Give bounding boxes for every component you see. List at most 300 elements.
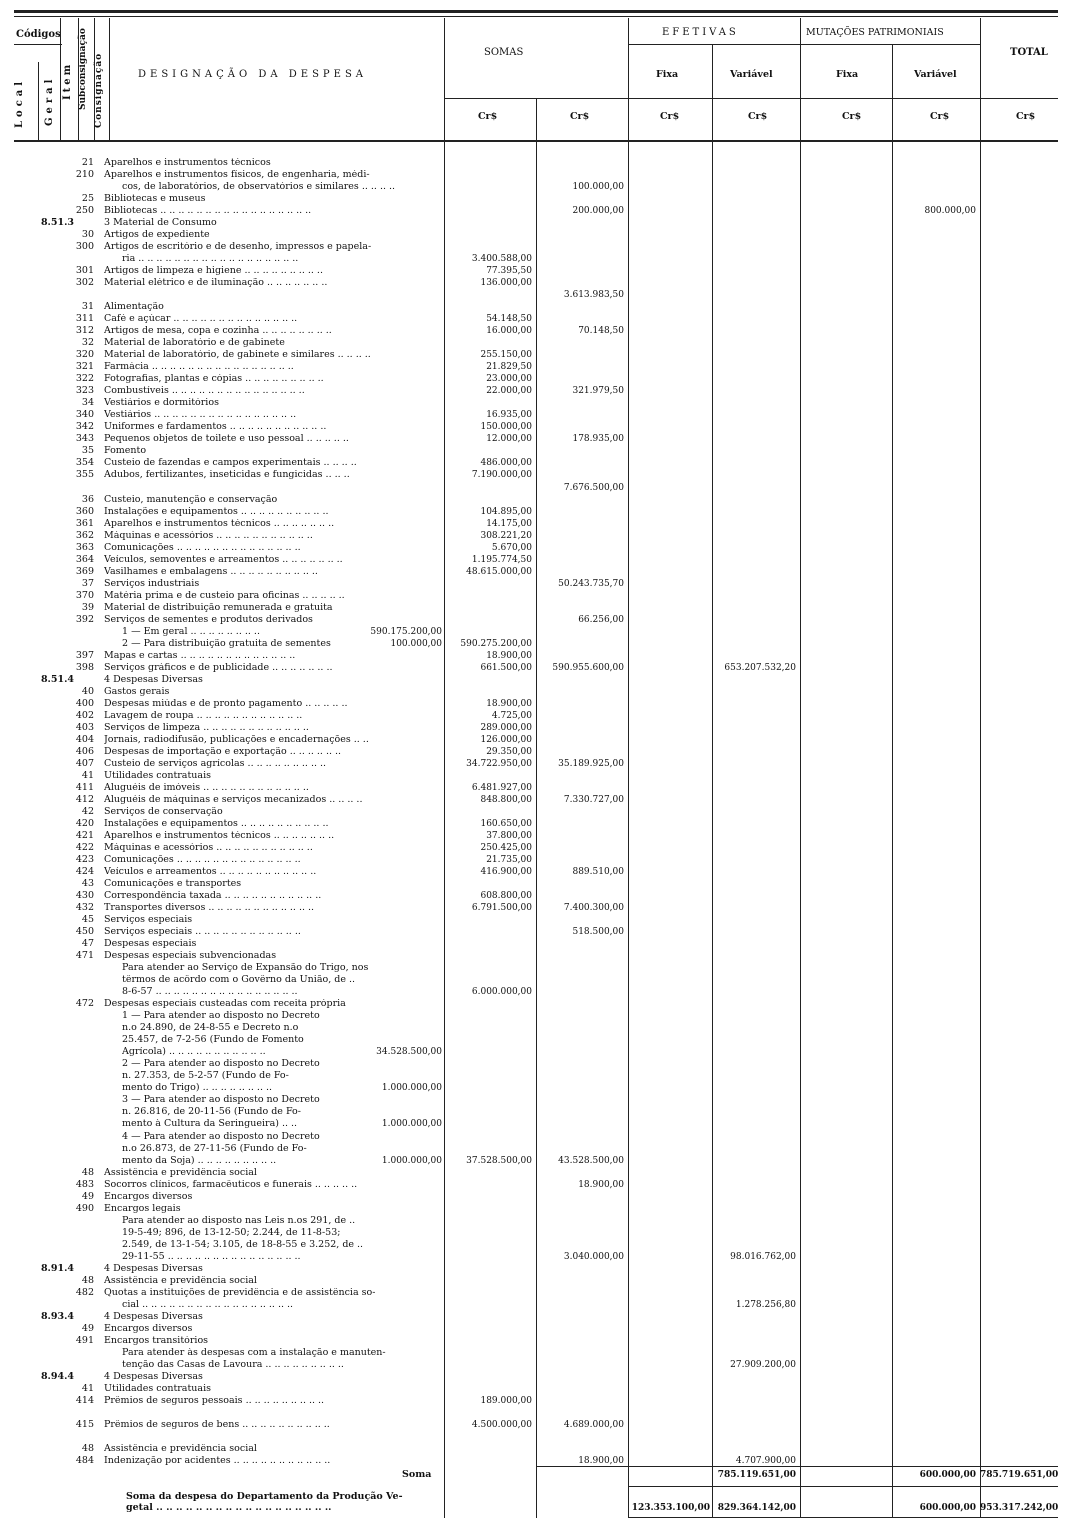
row-description: Utilidades contratuais [104,1384,211,1394]
row-code: 42 [81,806,94,817]
col-divider-4 [94,18,95,140]
row-code: 482 [75,1287,94,1298]
row-value-s1: 189.000,00 [480,1396,532,1406]
row-value-inner: 1.000.000,00 [381,1156,442,1166]
row-code: 36 [81,494,94,505]
row-value-s2: 18.900,00 [578,1456,624,1466]
soma-total: 785.719.651,00 [980,1470,1059,1480]
row-value-s1: 48.615.000,00 [466,567,532,577]
row-description: Para atender às despesas com a instalação e manuten- [122,1348,386,1358]
currency-somas-2: Cr$ [570,111,590,122]
row-code: 424 [75,866,94,877]
row-code: 355 [75,469,94,480]
row-value-s1: 289.000,00 [480,723,532,733]
row-value-s1: 136.000,00 [480,278,532,288]
row-code: 484 [75,1455,94,1466]
final-label-1: Soma da despesa do Departamento da Produção Ve- [126,1491,403,1502]
codigos-label: Códigos [16,29,61,40]
row-value-inner: 100.000,00 [390,639,442,649]
row-code: 45 [81,914,94,925]
row-value-s1: 6.791.500,00 [471,903,532,913]
row-value-inner: 1.000.000,00 [381,1119,442,1129]
row-description: Bibliotecas e museus [104,194,206,204]
row-description: Custeio de fazendas e campos experimentais .. .. .. .. [104,458,357,468]
header-rule-codigos [14,44,62,45]
row-value-s2: 7.676.500,00 [563,483,624,493]
row-code: 472 [75,998,94,1009]
row-description: Matéria prima e de custeio para oficinas .. .. .. .. .. [104,591,345,601]
row-code: 31 [81,301,94,312]
row-description: Alimentação [104,302,164,312]
header-rule-groups [628,44,980,45]
row-code: 8.93.4 [40,1311,74,1322]
row-description: 3 Material de Consumo [104,218,217,228]
soma-efetiva-variavel: 785.119.651,00 [717,1470,796,1480]
row-description: Material de laboratório e de gabinete [104,338,285,348]
row-value-s1: 4.500.000,00 [471,1420,532,1430]
row-value-ev: 27.909.200,00 [730,1360,796,1370]
final-mutacao-variavel: 600.000,00 [919,1503,976,1513]
row-value-s1: 77.395,50 [486,266,532,276]
row-code: 403 [75,722,94,733]
row-code: 8.51.4 [40,674,74,685]
row-value-s1: 16.935,00 [486,410,532,420]
row-description: Máquinas e acessórios .. .. .. .. .. .. .. .. .. .. .. [104,531,313,541]
row-value-s1: 608.800,00 [480,891,532,901]
row-description: Artigos de expediente [104,230,210,240]
row-value-s2: 178.935,00 [572,434,624,444]
row-code: 8.91.4 [40,1263,74,1274]
row-description: Aparelhos e instrumentos técnicos .. .. .. .. .. .. .. [104,831,335,841]
row-description: 1 — Em geral .. .. .. .. .. .. .. .. [122,627,260,637]
row-description: Serviços industriais [104,579,200,589]
row-description: Encargos diversos [104,1324,193,1334]
top-rule-2 [14,16,1058,17]
mutacoes-variavel-label: Variável [914,69,957,80]
row-code: 41 [81,1383,94,1394]
row-code: 423 [75,854,94,865]
row-description: Aluguéis de máquinas e serviços mecanizados .. .. .. .. [104,795,363,805]
row-code: 340 [75,409,94,420]
row-description: Adubos, fertilizantes, inseticidas e fungicidas .. .. .. [104,470,350,480]
row-description: Comunicações e transportes [104,879,242,889]
row-description: Vestiários e dormitórios [104,398,219,408]
efetivas-fixa-label: Fixa [656,69,679,80]
col-divider-5 [109,18,110,140]
total-label: TOTAL [1010,47,1048,58]
row-code: 323 [75,385,94,396]
row-value-s1: 6.481.927,00 [471,783,532,793]
row-description: cos, de laboratórios, de observatórios e similares .. .. .. .. [122,182,396,192]
row-description: Despesas especiais custeadas com receita própria [104,999,346,1009]
row-value-s1: 21.829,50 [486,362,532,372]
row-code: 406 [75,746,94,757]
row-value-s1: 5.670,00 [491,543,532,553]
row-code: 360 [75,506,94,517]
row-value-s2: 889.510,00 [572,867,624,877]
final-total: 953.317.242,00 [980,1503,1059,1513]
col-divider-desc [444,18,445,1518]
row-value-s1: 16.000,00 [486,326,532,336]
row-code: 41 [81,770,94,781]
mutacoes-label: MUTAÇÕES PATRIMONIAIS [806,27,944,38]
row-description: 29-11-55 .. .. .. .. .. .. .. .. .. .. .. .. .. .. .. [122,1252,301,1262]
row-description: Pequenos objetos de toilete e uso pessoal .. .. .. .. .. [104,434,349,444]
row-code: 400 [75,698,94,709]
row-description: n.o 26.873, de 27-11-56 (Fundo de Fo- [122,1144,307,1154]
row-value-s2: 70.148,50 [578,326,624,336]
row-description: mento do Trigo) .. .. .. .. .. .. .. .. [122,1083,273,1093]
row-code: 40 [81,686,94,697]
row-code: 342 [75,421,94,432]
row-description: Veículos, semoventes e arreamentos .. .. .. .. .. .. .. [104,555,343,565]
row-value-s2: 321.979,50 [572,386,624,396]
row-description: Máquinas e acessórios .. .. .. .. .. .. .. .. .. .. .. [104,843,313,853]
row-value-s1: 150.000,00 [480,422,532,432]
row-code: 491 [75,1335,94,1346]
row-value-s1: 6.000.000,00 [471,987,532,997]
row-description: n.o 24.890, de 24-8-55 e Decreto n.o [122,1023,299,1033]
row-description: Fomento [104,446,147,456]
row-description: Material de distribuição remunerada e gratuita [104,603,333,613]
row-description: 4 — Para atender ao disposto no Decreto [122,1132,320,1142]
col-divider-ef-fixa [712,44,713,1518]
designacao-label: DESIGNAÇÃO DA DESPESA [138,69,368,80]
row-code: 370 [75,590,94,601]
row-code: 398 [75,662,94,673]
col-divider-mutacoes [800,18,801,1518]
row-value-ev: 653.207.532,20 [724,663,796,673]
row-code: 415 [75,1419,94,1430]
row-value-s1: 37.800,00 [486,831,532,841]
row-code: 369 [75,566,94,577]
row-code: 343 [75,433,94,444]
row-description: Vasilhames e embalagens .. .. .. .. .. .. .. .. .. .. [104,567,318,577]
efetivas-label: EFETIVAS [662,27,739,38]
row-code: 8.94.4 [40,1371,74,1382]
col-divider-efetivas [628,18,629,1518]
row-description: Serviços de conservação [104,807,223,817]
row-code: 301 [75,265,94,276]
row-description: Despesas de importação e exportação .. .. .. .. .. .. [104,747,342,757]
row-description: Para atender ao Serviço de Expansão do Trigo, nos [122,963,369,973]
row-code: 39 [81,602,94,613]
row-description: Material de laboratório, de gabinete e similares .. .. .. .. [104,350,371,360]
row-code: 411 [75,782,94,793]
row-code: 322 [75,373,94,384]
row-value-s1: 416.900,00 [480,867,532,877]
row-value-s2: 200.000,00 [572,206,624,216]
row-description: mento à Cultura da Seringueira) .. .. [122,1119,298,1129]
row-code: 320 [75,349,94,360]
row-code: 364 [75,554,94,565]
row-value-ev: 4.707.900,00 [735,1456,796,1466]
col-divider-total [980,18,981,1518]
row-value-s1: 126.000,00 [480,735,532,745]
somas-label: SOMAS [484,47,524,58]
row-description: 8-6-57 .. .. .. .. .. .. .. .. .. .. .. .. .. .. .. .. [122,987,298,997]
row-code: 407 [75,758,94,769]
row-code: 34 [81,397,94,408]
row-value-s1: 18.900,00 [486,651,532,661]
row-code: 397 [75,650,94,661]
row-description: 4 Despesas Diversas [104,1312,203,1322]
row-code: 402 [75,710,94,721]
row-description: Socorros clínicos, farmacêuticos e funerais .. .. .. .. .. [104,1180,358,1190]
row-value-s1: 255.150,00 [480,350,532,360]
row-code: 35 [81,445,94,456]
row-code: 420 [75,818,94,829]
row-description: Café e açúcar .. .. .. .. .. .. .. .. .. .. .. .. .. .. [104,314,298,324]
row-value-s1: 1.195.774,50 [471,555,532,565]
row-description: Instalações e equipamentos .. .. .. .. .. .. .. .. .. .. [104,819,329,829]
row-description: Assistência e previdência social [104,1168,257,1178]
row-description: Serviços especiais .. .. .. .. .. .. .. .. .. .. .. .. [104,927,301,937]
row-code: 422 [75,842,94,853]
row-code: 361 [75,518,94,529]
row-value-s1: 14.175,00 [486,519,532,529]
row-description: Instalações e equipamentos .. .. .. .. .. .. .. .. .. .. [104,507,329,517]
row-description: Aparelhos e instrumentos físicos, de engenharia, médi- [104,170,370,180]
row-value-s2: 590.955.600,00 [552,663,624,673]
row-description: Comunicações .. .. .. .. .. .. .. .. .. .. .. .. .. .. [104,855,301,865]
col-divider-2 [60,18,61,140]
row-description: 25.457, de 7-2-56 (Fundo de Fomento [122,1035,304,1045]
row-value-s2: 7.400.300,00 [563,903,624,913]
row-description: Artigos de mesa, copa e cozinha .. .. .. .. .. .. .. .. [104,326,332,336]
row-description: Bibliotecas .. .. .. .. .. .. .. .. .. .. .. .. .. .. .. .. .. [104,206,312,216]
row-description: Comunicações .. .. .. .. .. .. .. .. .. .. .. .. .. .. [104,543,301,553]
row-code: 250 [75,205,94,216]
currency-total: Cr$ [1016,111,1036,122]
row-code: 490 [75,1203,94,1214]
row-value-ev: 98.016.762,00 [730,1252,796,1262]
row-value-s1: 18.900,00 [486,699,532,709]
row-description: Artigos de limpeza e higiene .. .. .. .. .. .. .. .. .. [104,266,323,276]
row-value-s2: 4.689.000,00 [563,1420,624,1430]
currency-mutacoes-variavel: Cr$ [930,111,950,122]
soma-label: Soma [402,1469,432,1480]
row-code: 32 [81,337,94,348]
row-code: 48 [81,1443,94,1454]
col-divider-mt-fixa [892,44,893,1518]
row-description: Prêmios de seguros de bens .. .. .. .. .. .. .. .. .. .. [104,1420,330,1430]
top-rule [14,10,1058,13]
row-description: n. 27.353, de 5-2-57 (Fundo de Fo- [122,1071,289,1081]
row-value-s1: 22.000,00 [486,386,532,396]
row-value-s2: 7.330.727,00 [563,795,624,805]
row-code: 210 [75,169,94,180]
row-description: Despesas especiais [104,939,197,949]
final-rule [628,1486,1058,1487]
row-code: 21 [81,157,94,168]
row-code: 432 [75,902,94,913]
row-description: Artigos de escritório e de desenho, impressos e papela- [104,242,372,252]
row-code: 450 [75,926,94,937]
row-value-ev: 1.278.256,80 [735,1300,796,1310]
row-value-inner: 590.175.200,00 [370,627,442,637]
row-value-s1: 590.275.200,00 [460,639,532,649]
col-geral-label: Geral [44,75,55,126]
row-description: Custeio, manutenção e conservação [104,495,278,505]
row-value-s2: 18.900,00 [578,1180,624,1190]
currency-efetivas-fixa: Cr$ [660,111,680,122]
row-description: Aparelhos e instrumentos técnicos [104,158,271,168]
row-code: 312 [75,325,94,336]
col-local-label: Local [14,77,25,128]
row-code: 430 [75,890,94,901]
row-code: 49 [81,1191,94,1202]
row-code: 47 [81,938,94,949]
currency-mutacoes-fixa: Cr$ [842,111,862,122]
row-description: Quotas a instituições de previdência e de assistência so- [104,1288,376,1298]
row-code: 321 [75,361,94,372]
row-description: n. 26.816, de 20-11-56 (Fundo de Fo- [122,1107,301,1117]
row-description: Para atender ao disposto nas Leis n.os 291, de .. [122,1216,356,1226]
row-value-s2: 66.256,00 [578,615,624,625]
row-value-s1: 308.221,20 [480,531,532,541]
row-value-s1: 34.722.950,00 [466,759,532,769]
row-description: 1 — Para atender ao disposto no Decreto [122,1011,320,1021]
col-subconsignacao-label: Subconsignação [78,28,88,110]
soma-mutacao-variavel: 600.000,00 [919,1470,976,1480]
currency-somas-1: Cr$ [478,111,498,122]
row-value-s1: 848.800,00 [480,795,532,805]
final-label-2: getal .. .. .. .. .. .. .. .. .. .. .. .. .. .. .. .. .. .. [126,1502,332,1513]
row-value-s1: 486.000,00 [480,458,532,468]
row-code: 311 [75,313,94,324]
row-description: Combustíveis .. .. .. .. .. .. .. .. .. .. .. .. .. .. .. [104,386,305,396]
row-description: Lavagem de roupa .. .. .. .. .. .. .. .. .. .. .. .. [104,711,303,721]
row-value-s2: 3.613.983,50 [563,290,624,300]
row-description: Vestiários .. .. .. .. .. .. .. .. .. .. .. .. .. .. .. .. [104,410,297,420]
final-efetiva-fixa: 123.353.100,00 [631,1503,710,1513]
row-value-s1: 4.725,00 [491,711,532,721]
row-description: Indenização por acidentes .. .. .. .. .. .. .. .. .. .. .. [104,1456,331,1466]
row-code: 392 [75,614,94,625]
row-value-inner: 34.528.500,00 [376,1047,442,1057]
row-code: 354 [75,457,94,468]
col-consignacao-label: Consignação [94,52,104,128]
row-description: Prêmios de seguros pessoais .. .. .. .. .. .. .. .. .. [104,1396,325,1406]
col-divider-somas [536,98,537,1518]
row-description: Despesas especiais subvencionadas [104,951,277,961]
row-description: Serviços especiais [104,915,193,925]
row-code: 37 [81,578,94,589]
row-description: Despesas miúdas e de pronto pagamento .. .. .. .. .. [104,699,348,709]
row-value-s2: 50.243.735,70 [558,579,624,589]
row-description: Aluguéis de imóveis .. .. .. .. .. .. .. .. .. .. .. .. [104,783,309,793]
row-description: ria .. .. .. .. .. .. .. .. .. .. .. .. .. .. .. .. .. .. [122,254,299,264]
row-description: Farmácia .. .. .. .. .. .. .. .. .. .. .. .. .. .. .. .. [104,362,294,372]
row-code: 30 [81,229,94,240]
row-code: 49 [81,1323,94,1334]
row-code: 8.51.3 [40,217,74,228]
soma-rule [536,1466,1058,1467]
row-description: 2 — Para distribuição gratuita de sementes [122,639,331,649]
row-description: 3 — Para atender ao disposto no Decreto [122,1095,320,1105]
efetivas-variavel-label: Variável [730,69,773,80]
row-description: cial .. .. .. .. .. .. .. .. .. .. .. .. .. .. .. .. .. [122,1300,294,1310]
bottom-rule [628,1517,1058,1518]
row-description: Aparelhos e instrumentos técnicos .. .. .. .. .. .. .. [104,519,335,529]
row-description: Material elétrico e de iluminação .. .. .. .. .. .. .. [104,278,328,288]
row-description: Utilidades contratuais [104,771,211,781]
row-description: Transportes diversos .. .. .. .. .. .. .. .. .. .. .. .. [104,903,315,913]
row-value-s2: 35.189.925,00 [558,759,624,769]
row-value-s1: 104.895,00 [480,507,532,517]
row-code: 404 [75,734,94,745]
row-description: Assistência e previdência social [104,1444,257,1454]
row-value-mv: 800.000,00 [924,206,976,216]
row-value-s2: 43.528.500,00 [558,1156,624,1166]
col-divider-1 [38,62,39,140]
row-value-inner: 1.000.000,00 [381,1083,442,1093]
row-code: 362 [75,530,94,541]
row-description: Serviços de limpeza .. .. .. .. .. .. .. .. .. .. .. .. [104,723,309,733]
row-code: 48 [81,1167,94,1178]
row-code: 412 [75,794,94,805]
col-divider-3 [78,18,79,140]
row-value-s1: 3.400.588,00 [471,254,532,264]
row-description: 4 Despesas Diversas [104,1372,203,1382]
row-description: Encargos transitórios [104,1336,209,1346]
row-description: Serviços gráficos e de publicidade .. .. .. .. .. .. .. [104,663,333,673]
col-item-label: Item [62,61,73,100]
row-description: Fotografias, plantas e cópias .. .. .. .. .. .. .. .. .. [104,374,324,384]
row-description: Jornais, radiodifusão, publicações e encadernações .. .. [104,735,369,745]
row-value-s1: 21.735,00 [486,855,532,865]
row-value-s1: 23.000,00 [486,374,532,384]
row-description: Correspondência taxada .. .. .. .. .. .. .. .. .. .. .. [104,891,322,901]
row-description: Mapas e cartas .. .. .. .. .. .. .. .. .. .. .. .. .. [104,651,296,661]
row-value-s2: 518.500,00 [572,927,624,937]
row-description: Veículos e arreamentos .. .. .. .. .. .. .. .. .. .. .. [104,867,317,877]
row-description: 4 Despesas Diversas [104,675,203,685]
row-description: 2 — Para atender ao disposto no Decreto [122,1059,320,1069]
row-description: mento da Soja) .. .. .. .. .. .. .. .. .. [122,1156,277,1166]
row-code: 302 [75,277,94,288]
row-description: 19-5-49; 896, de 13-12-50; 2.244, de 11-8-53; [122,1228,341,1238]
row-description: têrmos de acôrdo com o Govêrno da União, de .. [122,975,356,985]
currency-efetivas-variavel: Cr$ [748,111,768,122]
row-description: Assistência e previdência social [104,1276,257,1286]
row-value-s1: 29.350,00 [486,747,532,757]
final-efetiva-variavel: 829.364.142,00 [717,1503,796,1513]
row-description: Encargos legais [104,1204,181,1214]
row-code: 48 [81,1275,94,1286]
row-value-s1: 661.500,00 [480,663,532,673]
mutacoes-fixa-label: Fixa [836,69,859,80]
row-value-s1: 54.148,50 [486,314,532,324]
row-value-s2: 3.040.000,00 [563,1252,624,1262]
row-description: tenção das Casas de Lavoura .. .. .. .. .. .. .. .. .. [122,1360,344,1370]
row-description: Custeio de serviços agrícolas .. .. .. .. .. .. .. .. .. [104,759,327,769]
row-value-s1: 160.650,00 [480,819,532,829]
row-description: 4 Despesas Diversas [104,1264,203,1274]
row-description: Agrícola) .. .. .. .. .. .. .. .. .. .. .. [122,1047,266,1057]
row-description: 2.549, de 13-1-54; 3.105, de 18-8-55 e 3.252, de .. [122,1240,364,1250]
row-code: 43 [81,878,94,889]
row-value-s2: 100.000,00 [572,182,624,192]
row-description: Uniformes e fardamentos .. .. .. .. .. .. .. .. .. .. .. [104,422,327,432]
row-code: 421 [75,830,94,841]
row-code: 300 [75,241,94,252]
row-value-s1: 250.425,00 [480,843,532,853]
row-value-s1: 7.190.000,00 [471,470,532,480]
row-description: Gastos gerais [104,687,170,697]
row-code: 483 [75,1179,94,1190]
